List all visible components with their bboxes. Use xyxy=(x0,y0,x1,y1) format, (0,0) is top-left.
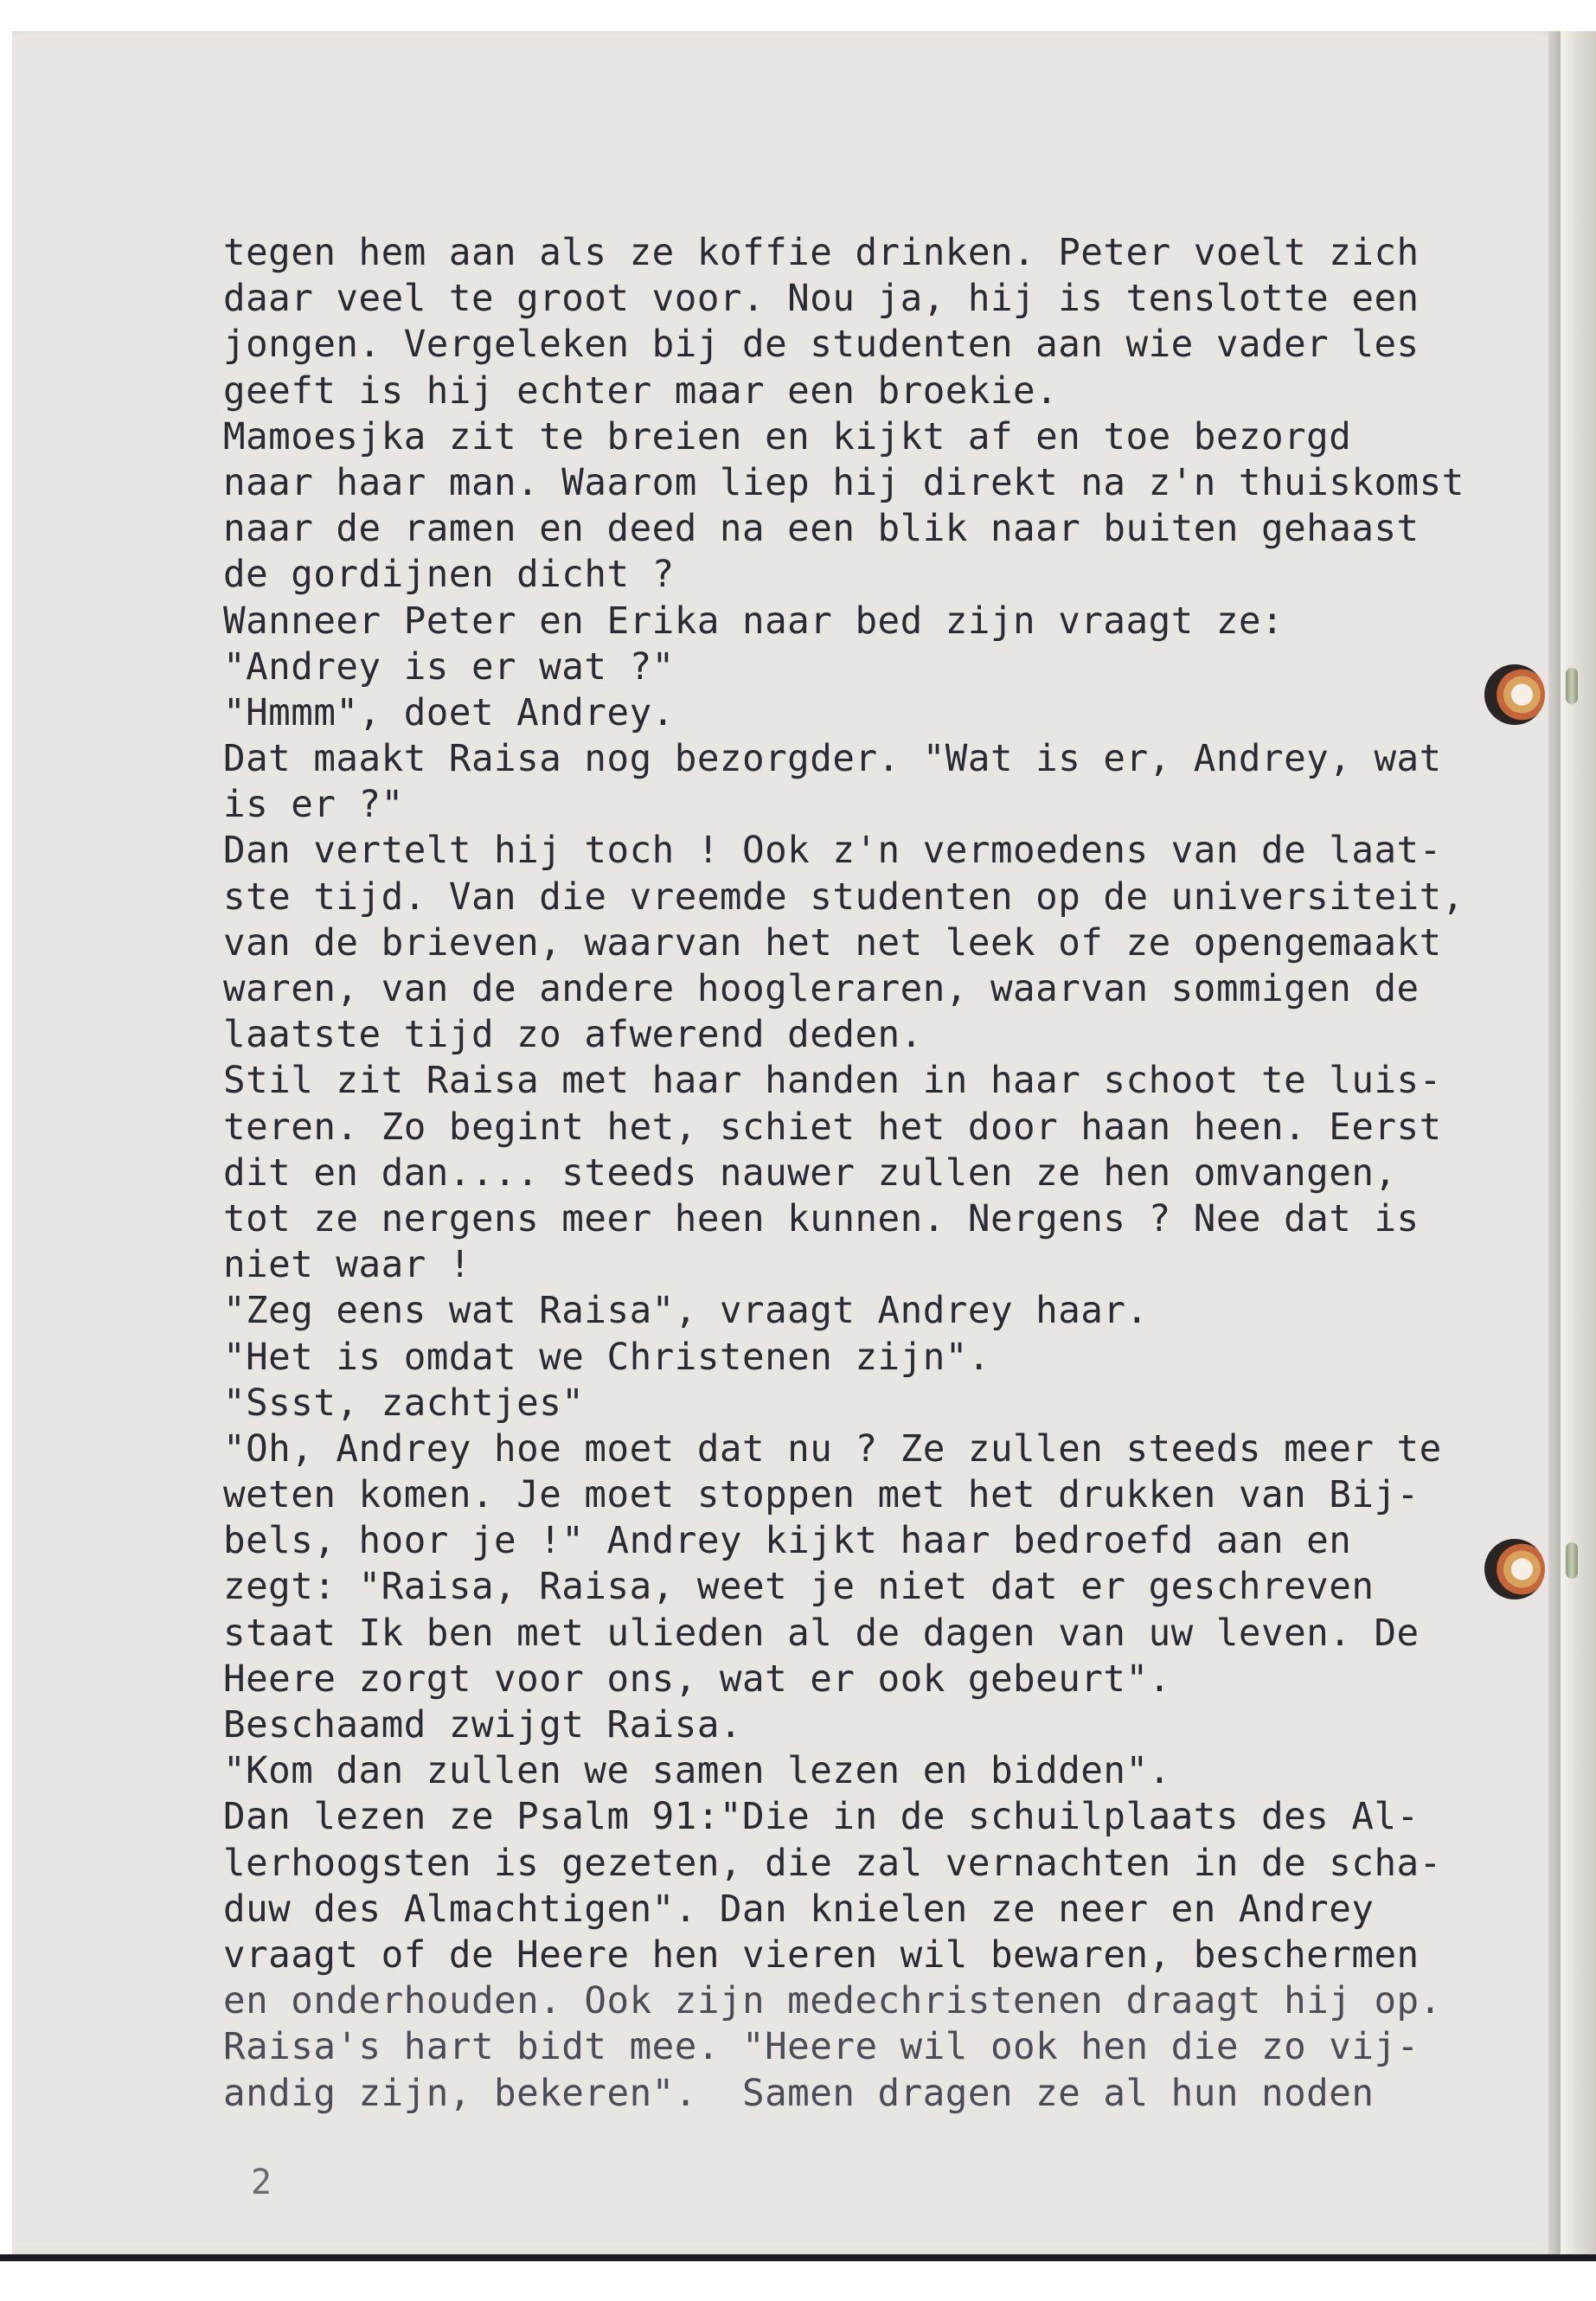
text-line: daar veel te groot voor. Nou ja, hij is tenslotte een xyxy=(223,278,1420,321)
text-line: zegt: "Raisa, Raisa, weet je niet dat er geschreven xyxy=(223,1566,1375,1609)
text-line: tot ze nergens meer heen kunnen. Nergens ? Nee dat is xyxy=(223,1197,1420,1240)
text-line: "Zeg eens wat Raisa", vraagt Andrey haar. xyxy=(223,1290,1149,1333)
text-line: duw des Almachtigen". Dan knielen ze neer en Andrey xyxy=(223,1888,1375,1931)
text-line: "Het is omdat we Christenen zijn". xyxy=(223,1336,990,1379)
text-line: teren. Zo begint het, schiet het door haan heen. Eerst xyxy=(223,1106,1442,1149)
text-line: "Hmmm", doet Andrey. xyxy=(223,691,675,734)
text-line: Dan vertelt hij toch ! Ook z'n vermoedens van de laat- xyxy=(223,830,1442,873)
text-line: weten komen. Je moet stoppen met het drukken van Bij- xyxy=(223,1474,1420,1517)
text-line: Wanneer Peter en Erika naar bed zijn vraagt ze: xyxy=(223,599,1285,643)
text-line: waren, van de andere hoogleraren, waarvan sommigen de xyxy=(223,968,1420,1010)
text-line: bels, hoor je !" Andrey kijkt haar bedroefd aan en xyxy=(223,1520,1352,1563)
text-line: staat Ik ben met ulieden al de dagen van uw leven. De xyxy=(223,1612,1420,1655)
text-line: de gordijnen dicht ? xyxy=(223,554,675,597)
text-line: "Kom dan zullen we samen lezen en bidden". xyxy=(223,1750,1171,1793)
text-line: van de brieven, waarvan het net leek of ze opengemaakt xyxy=(223,921,1442,965)
text-line: lerhoogsten is gezeten, die zal vernachten in de scha- xyxy=(223,1842,1442,1885)
text-line: laatste tijd zo afwerend deden. xyxy=(223,1014,923,1057)
binding-pin-lower xyxy=(1566,1542,1578,1579)
cover-edge xyxy=(1561,31,1596,2301)
text-line: niet waar ! xyxy=(223,1244,471,1287)
text-line: naar de ramen en deed na een blik naar buiten gehaast xyxy=(223,508,1420,551)
text-line: naar haar man. Waarom liep hij direkt na z'n thuiskomst xyxy=(223,461,1465,504)
text-line: jongen. Vergeleken bij de studenten aan wie vader les xyxy=(223,324,1420,367)
text-line: "Oh, Andrey hoe moet dat nu ? Ze zullen steeds meer te xyxy=(223,1427,1442,1471)
text-line: vraagt of de Heere hen vieren wil bewaren, beschermen xyxy=(223,1933,1420,1977)
text-line: "Andrey is er wat ?" xyxy=(223,645,675,689)
text-line: geeft is hij echter maar een broekie. xyxy=(223,369,1059,413)
text-line: Heere zorgt voor ons, wat er ook gebeurt". xyxy=(223,1657,1171,1701)
page-spine-shadow xyxy=(1548,31,1561,2254)
page-number: 2 xyxy=(251,2163,272,2202)
text-line: Mamoesjka zit te breien en kijkt af en toe bezorgd xyxy=(223,415,1352,458)
text-line: Dan lezen ze Psalm 91:"Die in de schuilplaats des Al- xyxy=(223,1796,1420,1839)
body-text xyxy=(223,230,1495,2117)
text-line: Dat maakt Raisa nog bezorgder. "Wat is er, Andrey, wat xyxy=(223,738,1442,781)
text-line: Stil zit Raisa met haar handen in haar schoot te luis- xyxy=(223,1060,1442,1103)
text-line: dit en dan.... steeds nauwer zullen ze hen omvangen, xyxy=(223,1151,1397,1195)
text-line: is er ?" xyxy=(223,784,404,827)
binding-pin-upper xyxy=(1566,668,1578,704)
text-line: Raisa's hart bidt mee. "Heere wil ook hen die zo vij- xyxy=(223,2026,1420,2069)
text-line: "Ssst, zachtjes" xyxy=(223,1381,585,1425)
bottom-edge-line xyxy=(0,2254,1596,2261)
text-line: en onderhouden. Ook zijn medechristenen draagt hij op. xyxy=(223,1980,1442,2023)
text-line: tegen hem aan als ze koffie drinken. Peter voelt zich xyxy=(223,232,1420,274)
text-line: Beschaamd zwijgt Raisa. xyxy=(223,1704,743,1747)
text-line: andig zijn, bekeren". Samen dragen ze al hun noden xyxy=(223,2072,1375,2115)
bottom-margin xyxy=(0,2254,1596,2301)
text-line: ste tijd. Van die vreemde studenten op de universiteit, xyxy=(223,875,1465,919)
